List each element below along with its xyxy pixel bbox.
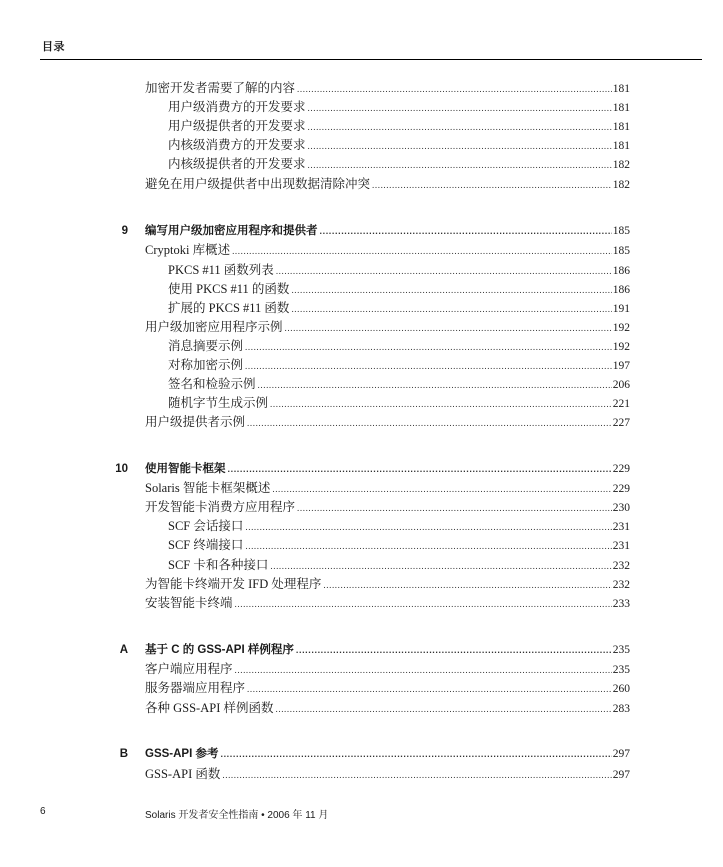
toc-entry-title: 内核级消费方的开发要求 [168, 138, 306, 152]
toc-entry[interactable] [145, 176, 630, 192]
toc-chapter-entry[interactable] [145, 461, 630, 477]
toc-entry-title: 加密开发者需要了解的内容 [145, 81, 296, 95]
toc-entry-page: 181 [612, 121, 630, 133]
toc-entry-title: 用户级提供者的开发要求 [168, 119, 306, 133]
toc-subentry[interactable] [168, 156, 630, 172]
toc-subentry[interactable] [168, 338, 630, 354]
toc-entry-page: 206 [612, 379, 630, 391]
chapter-number: B [119, 748, 128, 760]
toc-entry-page: 232 [612, 560, 630, 572]
toc-entry-title: SCF 终端接口 [168, 538, 244, 552]
toc-entry-page: 235 [612, 644, 630, 656]
dot-leader [247, 415, 612, 431]
toc-entry-title: 签名和检验示例 [168, 377, 256, 391]
toc-entry-title: 为智能卡终端开发 IFD 处理程序 [145, 577, 322, 591]
toc-chapter-title: 使用智能卡框架 [145, 463, 226, 475]
toc-entry-title: 内核级提供者的开发要求 [168, 157, 306, 171]
dot-leader [245, 538, 611, 554]
toc-entry-page: 227 [612, 417, 630, 429]
dot-leader [297, 81, 612, 97]
toc-entry-title: Cryptoki 库概述 [145, 243, 231, 257]
toc-entry[interactable] [145, 680, 630, 696]
dot-leader [285, 320, 612, 336]
toc-entry[interactable] [145, 414, 630, 430]
dot-leader [308, 119, 612, 135]
dot-leader [296, 642, 612, 658]
toc-entry[interactable] [145, 480, 630, 496]
toc-entry[interactable] [145, 80, 630, 96]
toc-subentry[interactable] [168, 137, 630, 153]
dot-leader [245, 339, 612, 355]
toc-subentry[interactable] [168, 99, 630, 115]
toc-entry-page: 191 [612, 303, 630, 315]
dot-leader [235, 596, 612, 612]
toc-entry-title: 用户级消费方的开发要求 [168, 100, 306, 114]
footer-page-number: 6 [40, 806, 46, 817]
toc-subentry[interactable] [168, 518, 630, 534]
toc-subentry[interactable] [168, 376, 630, 392]
chapter-number: 10 [115, 463, 128, 475]
dot-leader [245, 519, 611, 535]
toc-subentry[interactable] [168, 395, 630, 411]
toc-entry-page: 232 [612, 579, 630, 591]
toc-subentry[interactable] [168, 537, 630, 553]
toc-entry-page: 186 [612, 284, 630, 296]
toc-entry-page: 297 [612, 769, 630, 781]
toc-entry-page: 230 [612, 502, 630, 514]
chapter-number: A [119, 644, 128, 656]
toc-entry-title: 用户级提供者示例 [145, 415, 246, 429]
toc-entry-title: 消息摘要示例 [168, 339, 244, 353]
dot-leader [228, 461, 612, 477]
toc-subentry[interactable] [168, 281, 630, 297]
header-rule [40, 59, 702, 60]
toc-entry-title: 客户端应用程序 [145, 662, 233, 676]
dot-leader [258, 377, 612, 393]
dot-leader [323, 577, 611, 593]
toc-entry-page: 181 [612, 83, 630, 95]
toc-entry-title: 开发智能卡消费方应用程序 [145, 500, 296, 514]
toc-entry-page: 221 [612, 398, 630, 410]
toc-entry-title: 避免在用户级提供者中出现数据清除冲突 [145, 177, 371, 191]
dot-leader [291, 301, 611, 317]
toc-entry-page: 181 [612, 140, 630, 152]
dot-leader [220, 746, 611, 762]
toc-entry-page: 181 [612, 102, 630, 114]
toc-entry-page: 192 [612, 341, 630, 353]
toc-entry-page: 260 [612, 683, 630, 695]
dot-leader [232, 243, 612, 259]
toc-entry-title: 随机字节生成示例 [168, 396, 269, 410]
toc-entry[interactable] [145, 766, 630, 782]
toc-entry[interactable] [145, 242, 630, 258]
dot-leader [270, 396, 612, 412]
toc-entry-title: 用户级加密应用程序示例 [145, 320, 283, 334]
toc-entry[interactable] [145, 576, 630, 592]
toc-entry-page: 229 [612, 463, 630, 475]
toc-entry-title: 使用 PKCS #11 的函数 [168, 282, 290, 296]
toc-entry-page: 297 [612, 748, 630, 760]
dot-leader [235, 662, 612, 678]
dot-leader [291, 282, 611, 298]
toc-entry-title: GSS-API 函数 [145, 767, 221, 781]
toc-entry-page: 235 [612, 664, 630, 676]
toc-entry-page: 182 [612, 159, 630, 171]
dot-leader [308, 138, 612, 154]
toc-entry-page: 231 [612, 540, 630, 552]
toc-entry-title: 对称加密示例 [168, 358, 244, 372]
toc-entry-page: 185 [612, 245, 630, 257]
toc-subentry[interactable] [168, 262, 630, 278]
toc-entry-title: 安装智能卡终端 [145, 596, 233, 610]
toc-entry-page: 229 [612, 483, 630, 495]
toc-entry-title: Solaris 智能卡框架概述 [145, 481, 271, 495]
toc-entry-title: SCF 会话接口 [168, 519, 244, 533]
dot-leader [247, 681, 612, 697]
running-header: 目录 [42, 41, 65, 53]
toc-entry[interactable] [145, 319, 630, 335]
toc-chapter-entry[interactable] [145, 642, 630, 658]
toc-chapter-entry[interactable] [145, 746, 630, 762]
dot-leader [308, 157, 612, 173]
dot-leader [372, 177, 612, 193]
dot-leader [270, 558, 611, 574]
toc-entry-page: 182 [612, 179, 630, 191]
toc-entry-page: 192 [612, 322, 630, 334]
dot-leader [308, 100, 612, 116]
toc-entry[interactable] [145, 661, 630, 677]
dot-leader [222, 767, 611, 783]
toc-chapter-title: 基于 C 的 GSS-API 样例程序 [145, 644, 294, 656]
toc-entry[interactable] [145, 499, 630, 515]
dot-leader [245, 358, 612, 374]
toc-chapter-title: 编写用户级加密应用程序和提供者 [145, 225, 318, 237]
toc-entry-page: 283 [612, 703, 630, 715]
toc-entry-page: 197 [612, 360, 630, 372]
toc-entry-title: 各种 GSS-API 样例函数 [145, 701, 274, 715]
toc-entry[interactable] [145, 700, 630, 716]
toc-entry-page: 186 [612, 265, 630, 277]
toc-subentry[interactable] [168, 557, 630, 573]
toc-subentry[interactable] [168, 118, 630, 134]
footer-document-title: Solaris 开发者安全性指南 • 2006 年 11 月 [145, 810, 329, 821]
dot-leader [297, 500, 612, 516]
chapter-number: 9 [121, 225, 128, 237]
toc-chapter-entry[interactable] [145, 223, 630, 239]
toc-entry-page: 233 [612, 598, 630, 610]
toc-entry-title: SCF 卡和各种接口 [168, 558, 269, 572]
toc-entry-title: 扩展的 PKCS #11 函数 [168, 301, 290, 315]
toc-entry[interactable] [145, 595, 630, 611]
toc-entry-title: 服务器端应用程序 [145, 681, 246, 695]
dot-leader [276, 701, 612, 717]
toc-subentry[interactable] [168, 300, 630, 316]
dot-leader [320, 223, 612, 239]
toc-entry-page: 185 [612, 225, 630, 237]
dot-leader [272, 481, 611, 497]
toc-chapter-title: GSS-API 参考 [145, 748, 219, 760]
toc-entry-page: 231 [612, 521, 630, 533]
toc-entry-title: PKCS #11 函数列表 [168, 263, 274, 277]
dot-leader [276, 263, 612, 279]
toc-subentry[interactable] [168, 357, 630, 373]
